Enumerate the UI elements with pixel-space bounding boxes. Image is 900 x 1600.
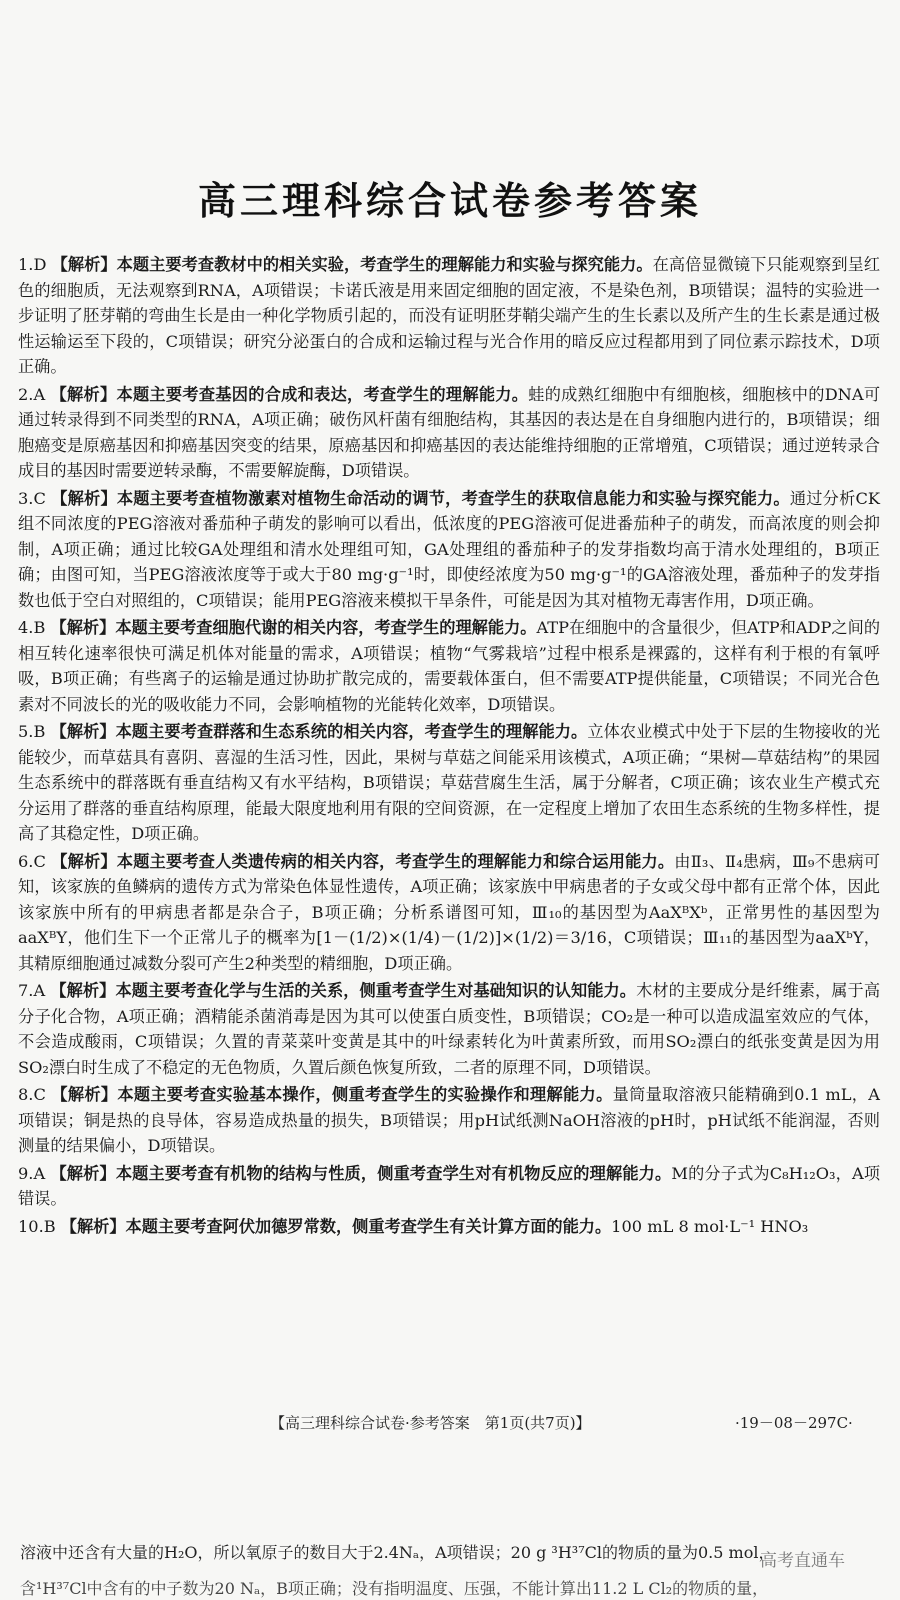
analysis-body: 在高倍显微镜下只能观察到呈红色的细胞质，无法观察到RNA，A项错误；卡诺氏液是用来固定细胞的固定液，不是染色剂，B项错误；温特的实验进一步证明了胚芽鞘的弯曲生长是由一种化学物质引起的，而没有证明胚芽鞘尖端产生的生长素以及所产生的生长素是通过极性运输运至下段的，C项错误；研究分泌蛋白的合成和运输过程与光合作用的暗反应过程都用到了同位素示踪技术，D项正确。: [18, 255, 881, 376]
analysis-tag: 【解析】: [50, 722, 116, 741]
analysis-tag: 【解析】: [51, 1085, 118, 1104]
answer-item: [18, 849, 880, 977]
answer-item: [18, 978, 880, 1080]
analysis-body: 通过分析CK组不同浓度的PEG溶液对番茄种子萌发的影响可以看出，低浓度的PEG溶液可促进番茄种子的萌发，而高浓度的则会抑制，A项正确；通过比较GA处理组和清水处理组可知，GA处理组的番茄种子的发芽指数均高于清水处理组的，B项正确；由图可知，当PEG溶液浓度等于或大于80 mg·g⁻¹时，即使经浓度为50 mg·g⁻¹的GA溶液处理，番茄种子的发芽指数也低于空白对照组的，C项错误；能用PEG溶液来模拟干旱条件，可能是因为其对植物无毒害作用，D项正确。: [18, 488, 880, 610]
watermark: 高考直通车: [760, 1551, 845, 1571]
answer-number: 5.B: [18, 722, 46, 741]
analysis-tag: 【解析】: [50, 981, 116, 1000]
analysis-lead: 本题主要考查细胞代谢的相关内容，考查学生的理解能力。: [115, 618, 537, 637]
answer-item: [18, 719, 880, 847]
footer-code: ·19－08－297C·: [735, 1414, 853, 1432]
answer-item: [18, 486, 880, 614]
page-title: 高三理科综合试卷参考答案: [197, 179, 702, 223]
analysis-lead: 本题主要考查教材中的相关实验，考查学生的理解能力和实验与探究能力。: [116, 255, 653, 274]
answer-number: 2.A: [18, 384, 46, 404]
analysis-tag: 【解析】: [50, 384, 117, 404]
answer-number: 3.C: [18, 488, 46, 508]
analysis-body: 木材的主要成分是纤维素，属于高分子化合物，A项正确；酒精能杀菌消毒是因为其可以使蛋白质变性，B项错误；CO₂是一种可以造成温室效应的气体，不会造成酸雨，C项错误；久置的青菜菜叶变黄是其中的叶绿素转化为叶黄素所致，而用SO₂漂白的纸张变黄是因为用SO₂漂白时生成了不稳定的无色物质，久置后颜色恢复所致，二者的原理不同，D项错误。: [18, 981, 881, 1077]
answer-number: 8.C: [18, 1085, 46, 1104]
analysis-tag: 【解析】: [50, 618, 116, 637]
answer-number: 7.A: [18, 981, 46, 1000]
analysis-lead: 本题主要考查有机物的结构与性质，侧重考查学生对有机物反应的理解能力。: [115, 1163, 672, 1183]
analysis-body: 由Ⅱ₃、Ⅱ₄患病，Ⅲ₉不患病可知，该家族的鱼鳞病的遗传方式为常染色体显性遗传，A项正确；该家族中甲病患者的子女或父母中都有正常个体，因此该家族中所有的甲病患者都是杂合子，B项正确；分析系谱图可知，Ⅲ₁₀的基因型为AaXᴮXᵇ，正常男性的基因型为aaXᴮY，他们生下一个正常儿子的概率为[1－(1/2)×(1/4)－(1/2)]×(1/2)＝3/16，C项错误；Ⅲ₁₁的基因型为aaXᵇY，其精原细胞通过减数分裂可产生2种类型的精细胞，D项正确。: [18, 851, 880, 973]
answer-number: 4.B: [18, 618, 46, 637]
answer-number: 10.B: [18, 1216, 56, 1236]
analysis-lead: 本题主要考查化学与生活的关系，侧重考查学生对基础知识的认知能力。: [115, 981, 637, 1000]
answer-item: [18, 1082, 880, 1159]
analysis-body: 量筒量取溶液只能精确到0.1 mL，A项错误；铜是热的良导体，容易造成热量的损失，B项错误；用pH试纸测NaOH溶液的pH时，pH试纸不能润湿，否则测量的结果偏小，D项错误。: [18, 1085, 880, 1155]
analysis-tag: 【解析】: [51, 255, 117, 274]
analysis-tag: 【解析】: [51, 488, 117, 508]
analysis-tag: 【解析】: [60, 1216, 126, 1236]
answer-number: 6.C: [18, 851, 46, 871]
analysis-body: 100 mL 8 mol·L⁻¹ HNO₃: [611, 1216, 809, 1236]
analysis-body: ATP在细胞中的含量很少，但ATP和ADP之间的相互转化速率很快可满足机体对能量的需求，A项错误；植物“气雾栽培”过程中根系是裸露的，这样有利于根的有氧呼吸，B项正确；有些离子的运输是通过协助扩散完成的，需要载体蛋白，但不需要ATP提供能量，C项错误；不同光合色素对不同波长的光的吸收能力不同，会影响植物的光能转化效率，D项错误。: [18, 618, 881, 714]
answer-number: 9.A: [18, 1163, 46, 1183]
analysis-body: 蛙的成熟红细胞中有细胞核，细胞核中的DNA可通过转录得到不同类型的RNA，A项正确；破伤风杆菌有细胞结构，其基因的表达是在自身细胞内进行的，B项错误；细胞癌变是原癌基因和抑癌基因突变的结果，原癌基因和抑癌基因的表达能维持细胞的正常增殖，C项错误；通过逆转录合成目的基因时需要逆转录酶，不需要解旋酶，D项错误。: [18, 384, 881, 480]
answer-number: 1.D: [18, 255, 47, 274]
answer-list: [18, 252, 880, 1241]
analysis-body: M的分子式为C₈H₁₂O₃，A项错误。: [18, 1163, 881, 1208]
answer-item: [18, 382, 880, 484]
footer-page-info: 【高三理科综合试卷·参考答案 第1页(共7页)】: [270, 1414, 591, 1432]
analysis-lead: 本题主要考查植物激素对植物生命活动的调节，考查学生的获取信息能力和实验与探究能力。: [116, 488, 790, 508]
analysis-tag: 【解析】: [51, 851, 117, 871]
analysis-body: 立体农业模式中处于下层的生物接收的光能较少，而草菇具有喜阴、喜湿的生活习性，因此，果树与草菇之间能采用该模式，A项正确；“果树—草菇结构”的果园生态系统中的群落既有垂直结构又有水平结构，B项错误；草菇营腐生生活，属于分解者，C项正确；该农业生产模式充分运用了群落的垂直结构原理，能最大限度地利用有限的空间资源，在一定程度上增加了农田生态系统的生物多样性，提高了其稳定性，D项正确。: [18, 722, 881, 843]
next-page-line-1: 溶液中还含有大量的H₂O，所以氧原子的数目大于2.4Nₐ，A项错误；20 g ³H³⁷Cl的物质的量为0.5 mol，: [20, 1543, 775, 1562]
analysis-lead: 本题主要考查阿伏加德罗常数，侧重考查学生有关计算方面的能力。: [125, 1216, 612, 1236]
next-page-line-2: 含¹H³⁷Cl中含有的中子数为20 Nₐ，B项正确；没有指明温度、压强，不能计算出11.2 L Cl₂的物质的量，: [20, 1579, 769, 1598]
analysis-lead: 本题主要考查实验基本操作，侧重考查学生的实验操作和理解能力。: [117, 1085, 613, 1104]
answer-item: [18, 1214, 880, 1240]
answer-item: [18, 615, 880, 717]
answer-item: [18, 252, 880, 380]
analysis-lead: 本题主要考查基因的合成和表达，考查学生的理解能力。: [116, 384, 529, 404]
analysis-tag: 【解析】: [50, 1163, 116, 1183]
answer-item: [18, 1161, 880, 1212]
analysis-lead: 本题主要考查人类遗传病的相关内容，考查学生的理解能力和综合运用能力。: [116, 851, 675, 871]
analysis-lead: 本题主要考查群落和生态系统的相关内容，考查学生的理解能力。: [115, 722, 588, 741]
